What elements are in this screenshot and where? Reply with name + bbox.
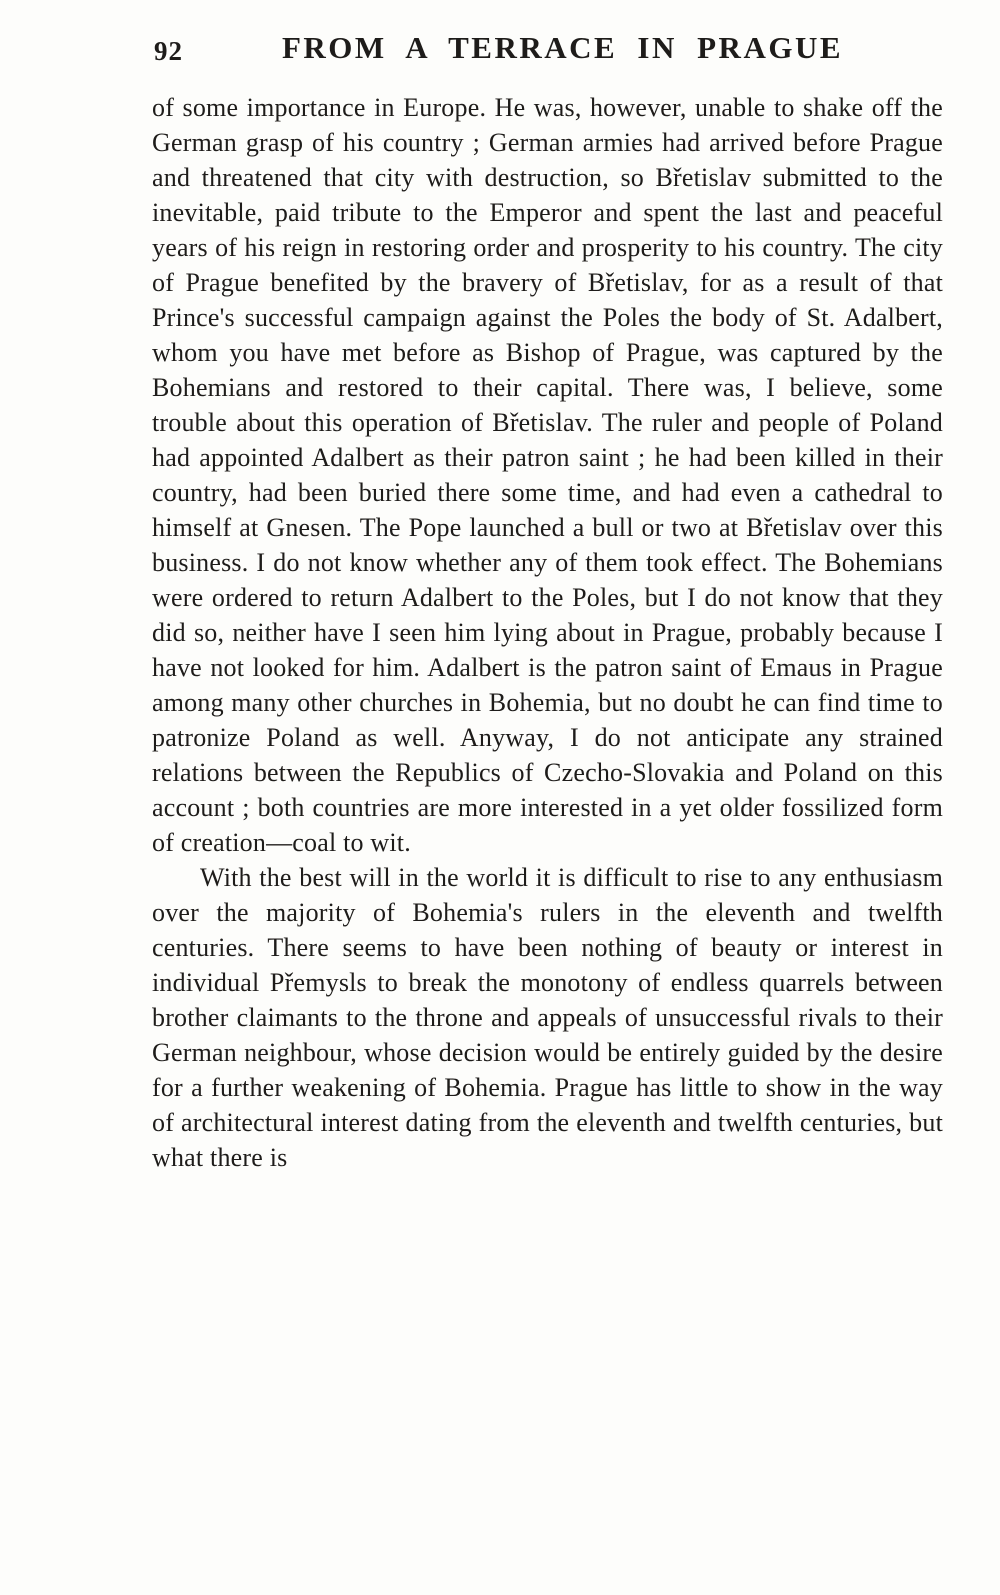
- page-title: FROM A TERRACE IN PRAGUE: [281, 30, 844, 65]
- page-number: 92: [154, 36, 183, 66]
- page-header: [152, 30, 943, 74]
- paragraph-2: With the best will in the world it is difficult to rise to any enthusiasm over the majority of Bohemia's rulers in the eleventh and twelfth centuries. There seems to have been nothing of beauty or interest in individual Přemysls to break the monotony of endless quarrels between brother claimants to the throne and appeals of unsuccessful rivals to their German neighbour, whose decision would be entirely guided by the desire for a further weakening of Bohemia. Prague has little to show in the way of architectural interest dating from the eleventh and twelfth centuries, but what there is: [152, 863, 943, 1172]
- page-body: [152, 90, 943, 1175]
- paragraph-1: of some importance in Europe. He was, however, unable to shake off the German grasp of his country ; German armies had arrived before Prague and threatened that city with destruction, so Břetislav submitted to the inevitable, paid tribute to the Emperor and spent the last and peaceful years of his reign in restoring order and prosperity to his country. The city of Prague benefited by the bravery of Břetislav, for as a result of that Prince's successful campaign against the Poles the body of St. Adalbert, whom you have met before as Bishop of Prague, was captured by the Bohemians and restored to their capital. There was, I believe, some trouble about this operation of Břetislav. The ruler and people of Poland had appointed Adalbert as their patron saint ; he had been killed in their country, had been buried there some time, and had even a cathedral to himself at Gnesen. The Pope launched a bull or two at Břetislav over this business. I do not know whether any of them took effect. The Bohemians were ordered to return Adalbert to the Poles, but I do not know that they did so, neither have I seen him lying about in Prague, probably because I have not looked for him. Adalbert is the patron saint of Emaus in Prague among many other churches in Bohemia, but no doubt he can find time to patronize Poland as well. Anyway, I do not anticipate any strained relations between the Republics of Czecho-Slovakia and Poland on this account ; both countries are more interested in a yet older fossilized form of creation—coal to wit.: [152, 93, 943, 857]
